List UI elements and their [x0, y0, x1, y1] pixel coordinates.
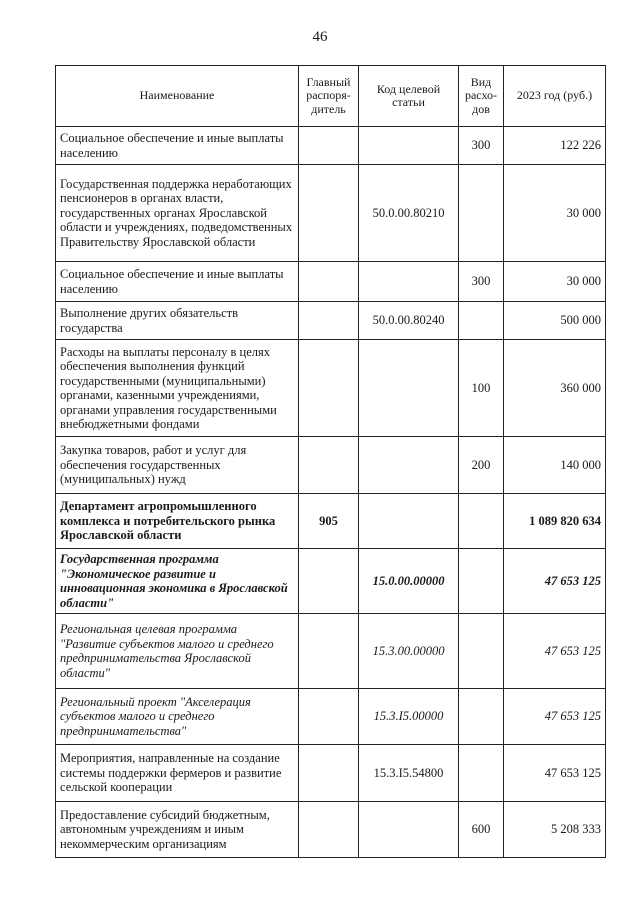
row-expense-type-cell	[459, 302, 504, 340]
row-target-code-cell	[359, 802, 459, 858]
header-name: Наименование	[56, 66, 299, 127]
row-main-manager-cell	[299, 340, 359, 437]
table-row	[56, 302, 606, 340]
row-target-code-cell: 50.0.00.80240	[359, 302, 459, 340]
row-main-manager-cell	[299, 614, 359, 689]
row-main-manager-cell	[299, 437, 359, 494]
row-name-cell: Мероприятия, направленные на создание системы поддержки фермеров и развитие сельской кооперации	[56, 745, 299, 802]
row-target-code-cell: 15.3.I5.54800	[359, 745, 459, 802]
row-expense-type-cell: 300	[459, 127, 504, 165]
row-target-code-cell	[359, 437, 459, 494]
table-row	[56, 340, 606, 437]
row-expense-type-cell	[459, 549, 504, 614]
row-name-cell: Социальное обеспечение и иные выплаты населению	[56, 262, 299, 302]
row-amount-cell: 47 653 125	[504, 689, 606, 745]
row-name-cell: Социальное обеспечение и иные выплаты населению	[56, 127, 299, 165]
table-row	[56, 549, 606, 614]
row-expense-type-cell: 300	[459, 262, 504, 302]
row-target-code-cell	[359, 340, 459, 437]
row-main-manager-cell	[299, 745, 359, 802]
row-name-cell: Региональный проект "Акселерация субъектов малого и среднего предпринимательства"	[56, 689, 299, 745]
table-row	[56, 437, 606, 494]
row-amount-cell: 47 653 125	[504, 745, 606, 802]
row-expense-type-cell	[459, 745, 504, 802]
table-body	[56, 127, 606, 858]
table-row	[56, 689, 606, 745]
row-expense-type-cell	[459, 614, 504, 689]
row-main-manager-cell	[299, 165, 359, 262]
row-expense-type-cell: 200	[459, 437, 504, 494]
row-name-cell: Предоставление субсидий бюджетным, автономным учреждениям и иным некоммерческим организациям	[56, 802, 299, 858]
row-expense-type-cell	[459, 689, 504, 745]
row-target-code-cell: 15.3.I5.00000	[359, 689, 459, 745]
row-name-cell: Департамент агропромышленного комплекса и потребительского рынка Ярославской области	[56, 494, 299, 549]
row-amount-cell: 122 226	[504, 127, 606, 165]
row-main-manager-cell	[299, 802, 359, 858]
table-row	[56, 165, 606, 262]
page-number: 46	[312, 29, 328, 45]
row-amount-cell: 140 000	[504, 437, 606, 494]
row-target-code-cell	[359, 494, 459, 549]
row-main-manager-cell	[299, 549, 359, 614]
row-main-manager-cell	[299, 262, 359, 302]
row-amount-cell: 1 089 820 634	[504, 494, 606, 549]
table-row	[56, 127, 606, 165]
row-amount-cell: 500 000	[504, 302, 606, 340]
row-target-code-cell	[359, 262, 459, 302]
row-amount-cell: 30 000	[504, 262, 606, 302]
row-name-cell: Выполнение других обязательств государства	[56, 302, 299, 340]
header-target-code: Код целевой статьи	[359, 66, 459, 127]
row-name-cell: Расходы на выплаты персоналу в целях обеспечения выполнения функций государственными (муниципальными) органами, казенными учреждениями, органами управления государственными внебюджетными фондами	[56, 340, 299, 437]
row-amount-cell: 5 208 333	[504, 802, 606, 858]
header-expense-type: Вид расхо-дов	[459, 66, 504, 127]
row-target-code-cell: 15.0.00.00000	[359, 549, 459, 614]
row-target-code-cell: 15.3.00.00000	[359, 614, 459, 689]
row-target-code-cell: 50.0.00.80210	[359, 165, 459, 262]
row-expense-type-cell: 100	[459, 340, 504, 437]
header-year-2023: 2023 год (руб.)	[504, 66, 606, 127]
row-main-manager-cell: 905	[299, 494, 359, 549]
row-amount-cell: 47 653 125	[504, 614, 606, 689]
row-name-cell: Закупка товаров, работ и услуг для обеспечения государственных (муниципальных) нужд	[56, 437, 299, 494]
budget-table	[55, 65, 606, 858]
row-name-cell: Государственная программа "Экономическое развитие и инновационная экономика в Ярославской области"	[56, 549, 299, 614]
row-main-manager-cell	[299, 127, 359, 165]
table-row	[56, 745, 606, 802]
row-main-manager-cell	[299, 689, 359, 745]
table-header	[56, 66, 606, 127]
header-main-manager: Главный распоря-дитель	[299, 66, 359, 127]
row-amount-cell: 47 653 125	[504, 549, 606, 614]
row-expense-type-cell	[459, 494, 504, 549]
row-expense-type-cell: 600	[459, 802, 504, 858]
table-row	[56, 494, 606, 549]
row-amount-cell: 360 000	[504, 340, 606, 437]
table-row	[56, 614, 606, 689]
row-name-cell: Государственная поддержка неработающих пенсионеров в органах власти, государственных органах Ярославской области и учреждениях, подведомственных Правительству Ярославской области	[56, 165, 299, 262]
row-expense-type-cell	[459, 165, 504, 262]
table-row	[56, 262, 606, 302]
row-main-manager-cell	[299, 302, 359, 340]
row-name-cell: Региональная целевая программа "Развитие субъектов малого и среднего предпринимательства Ярославской области"	[56, 614, 299, 689]
table-row	[56, 802, 606, 858]
row-target-code-cell	[359, 127, 459, 165]
row-amount-cell: 30 000	[504, 165, 606, 262]
